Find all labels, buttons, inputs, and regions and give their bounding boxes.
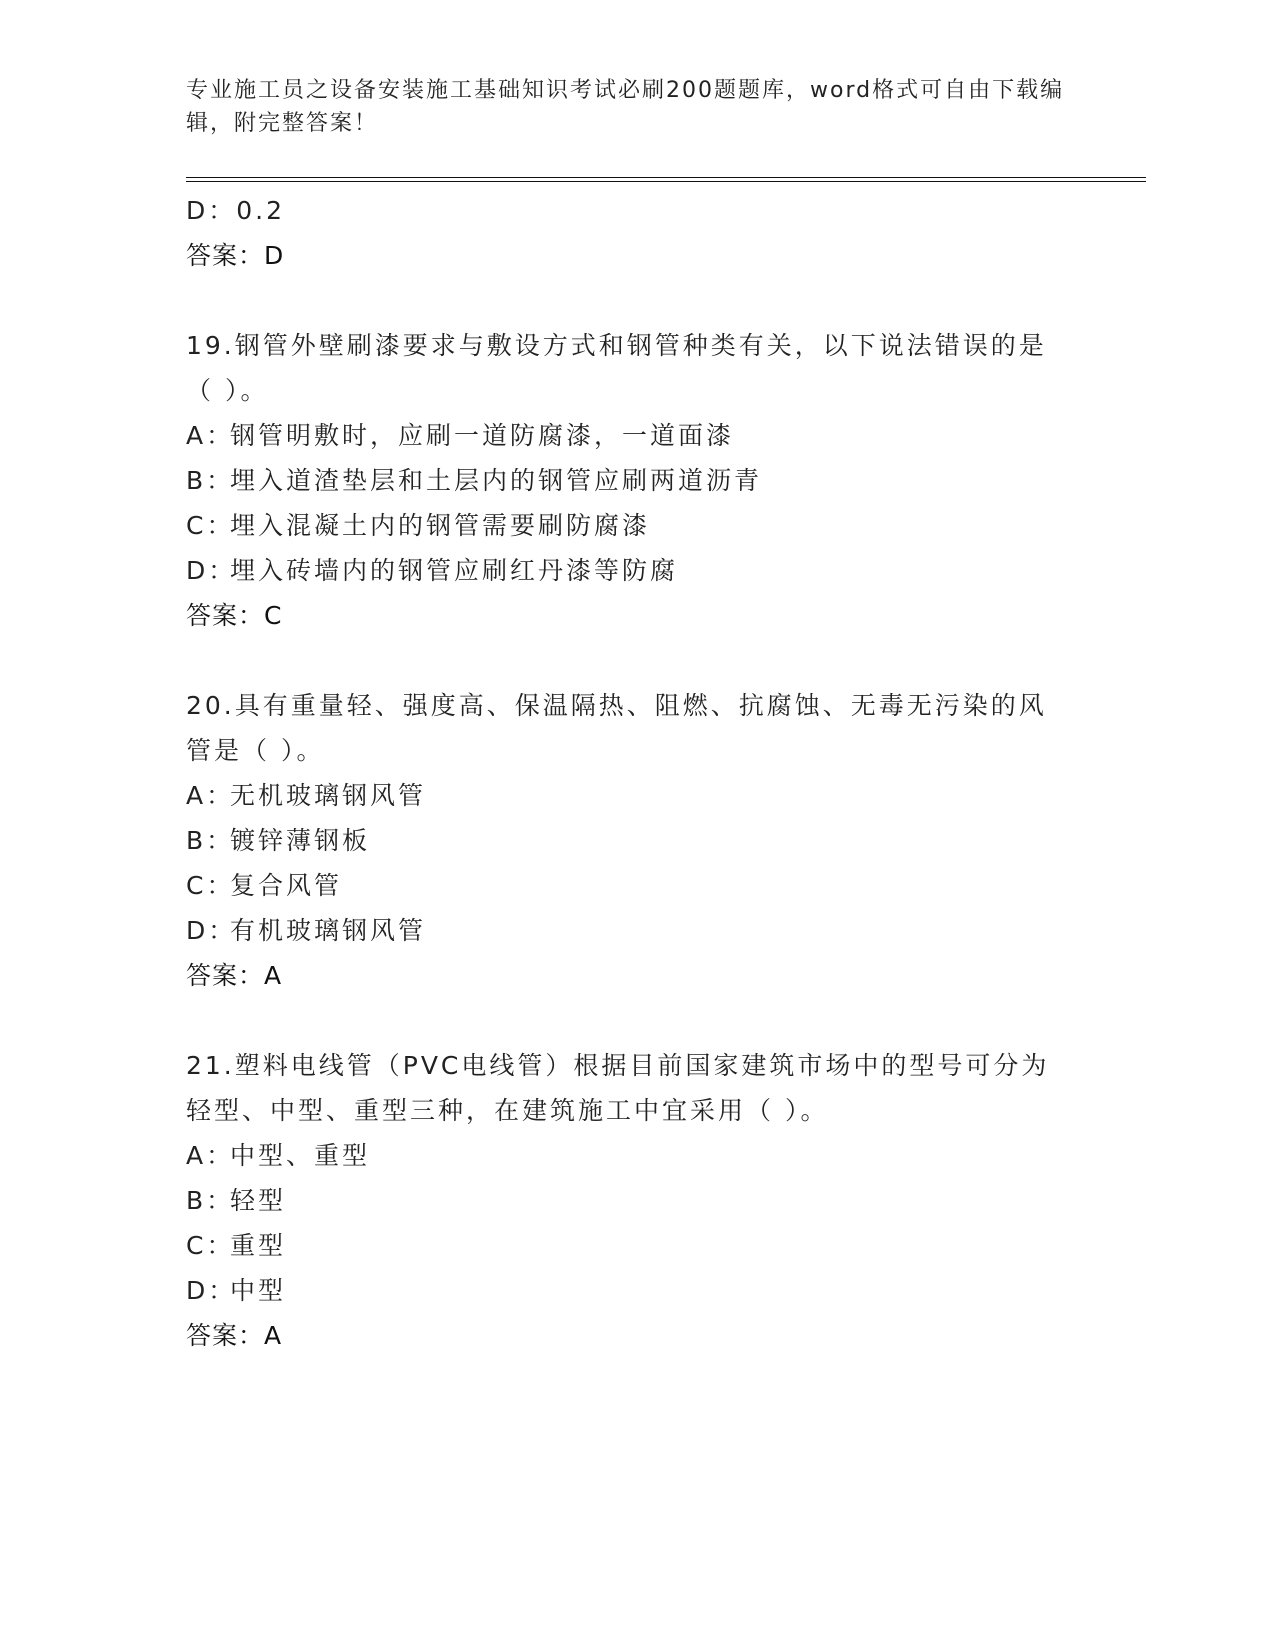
spacer bbox=[186, 278, 1086, 323]
question-20-option-c bbox=[186, 863, 1086, 908]
option-key: C： bbox=[186, 511, 235, 540]
question-20-answer: 答案：A bbox=[186, 961, 283, 990]
option-key: D： bbox=[186, 916, 237, 945]
option-key: B： bbox=[186, 1186, 235, 1215]
question-21-option-a bbox=[186, 1133, 1086, 1178]
page-header: 专业施工员之设备安装施工基础知识考试必刷200题题库，word格式可自由下载编辑，附完整答案！ bbox=[186, 78, 1065, 136]
question-19-option-b bbox=[186, 458, 1086, 503]
header-divider-top bbox=[186, 177, 1146, 178]
option-key: C： bbox=[186, 871, 235, 900]
question-19-option-c bbox=[186, 503, 1086, 548]
question-19-answer: 答案：C bbox=[186, 601, 283, 630]
question-21-answer: 答案：A bbox=[186, 1321, 283, 1350]
prev-answer: 答案：D bbox=[186, 241, 285, 270]
question-19-option-d bbox=[186, 548, 1086, 593]
question-20-option-d bbox=[186, 908, 1086, 953]
question-21-option-d bbox=[186, 1268, 1086, 1313]
option-text: 复合风管 bbox=[230, 871, 343, 900]
option-key: A： bbox=[186, 781, 235, 810]
option-text: 埋入砖墙内的钢管应刷红丹漆等防腐 bbox=[230, 556, 679, 585]
question-21-option-c bbox=[186, 1223, 1086, 1268]
option-key: B： bbox=[186, 826, 235, 855]
option-key: A： bbox=[186, 421, 235, 450]
option-key: D： bbox=[186, 1276, 237, 1305]
question-21-stem: 21.塑料电线管（PVC电线管）根据目前国家建筑市场中的型号可分为轻型、中型、重型三种，在建筑施工中宜采用（ ）。 bbox=[186, 1051, 1050, 1125]
option-key: C： bbox=[186, 1231, 235, 1260]
option-text: 钢管明敷时，应刷一道防腐漆，一道面漆 bbox=[230, 421, 735, 450]
option-text: 中型 bbox=[230, 1276, 287, 1305]
question-19-stem: 19.钢管外壁刷漆要求与敷设方式和钢管种类有关，以下说法错误的是（ ）。 bbox=[186, 331, 1047, 405]
question-19-option-a bbox=[186, 413, 1086, 458]
option-text: 重型 bbox=[230, 1231, 287, 1260]
option-text: 埋入混凝土内的钢管需要刷防腐漆 bbox=[230, 511, 651, 540]
option-text: 有机玻璃钢风管 bbox=[230, 916, 427, 945]
spacer bbox=[186, 998, 1086, 1043]
option-key: A： bbox=[186, 1141, 235, 1170]
option-text: 无机玻璃钢风管 bbox=[230, 781, 427, 810]
option-text: 镀锌薄钢板 bbox=[230, 826, 371, 855]
question-content bbox=[186, 188, 1086, 1358]
question-20-option-b bbox=[186, 818, 1086, 863]
option-key: B： bbox=[186, 466, 235, 495]
prev-option-d: D：0.2 bbox=[186, 196, 286, 225]
spacer bbox=[186, 638, 1086, 683]
option-key: D： bbox=[186, 556, 237, 585]
option-text: 轻型 bbox=[230, 1186, 287, 1215]
question-21-option-b bbox=[186, 1178, 1086, 1223]
option-text: 埋入道渣垫层和土层内的钢管应刷两道沥青 bbox=[230, 466, 763, 495]
question-20-stem: 20.具有重量轻、强度高、保温隔热、阻燃、抗腐蚀、无毒无污染的风管是（ ）。 bbox=[186, 691, 1047, 765]
question-20-option-a bbox=[186, 773, 1086, 818]
header-divider-bottom bbox=[186, 181, 1146, 182]
option-text: 中型、重型 bbox=[230, 1141, 371, 1170]
